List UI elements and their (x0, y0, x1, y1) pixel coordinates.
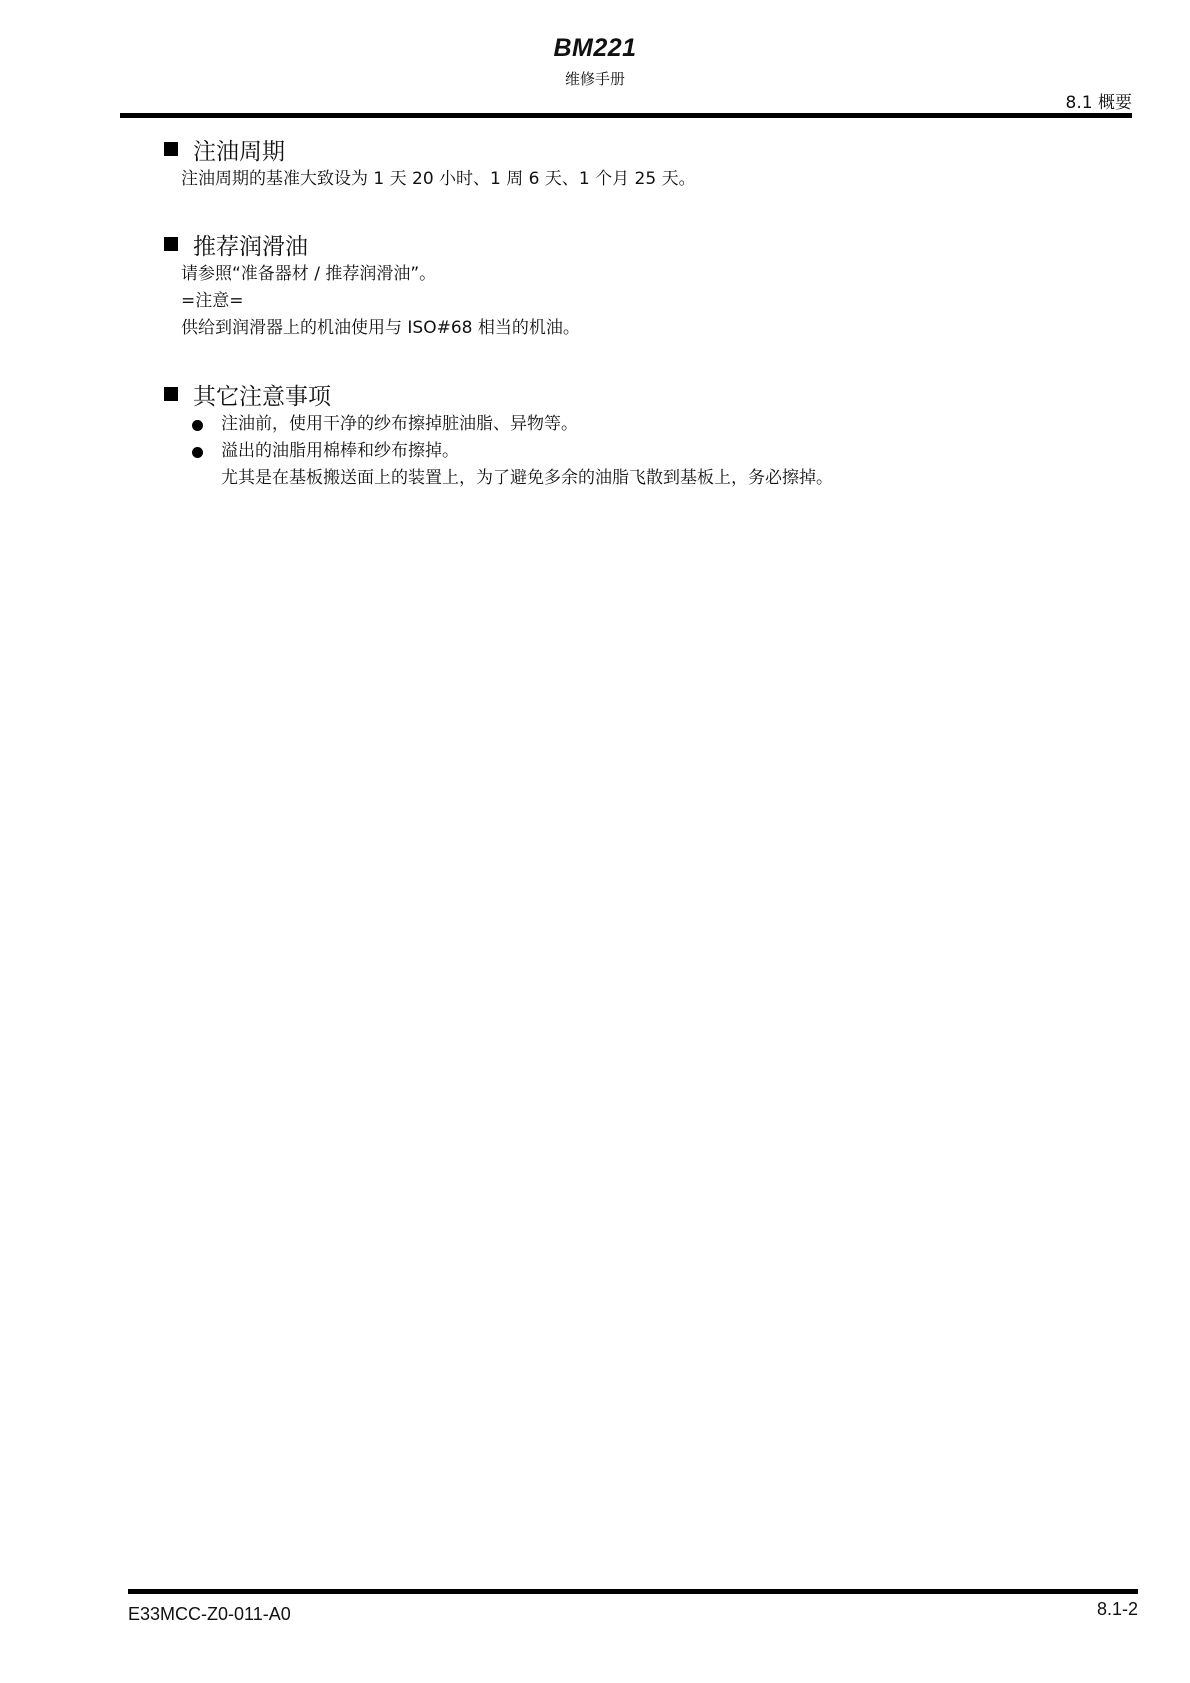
list-item (192, 438, 1064, 492)
section-heading (164, 228, 1064, 260)
document-model-title: BM221 (553, 34, 637, 62)
section-heading (164, 378, 1064, 410)
section-title: 推荐润滑油 (193, 233, 308, 260)
black-square-bullet-icon (164, 387, 178, 401)
paragraph: 注油周期的基准大致设为 1 天 20 小时、1 周 6 天、1 个月 25 天。 (181, 169, 696, 189)
paragraph: 请参照“准备器材 / 推荐润滑油”。 (181, 264, 437, 284)
list-item (192, 411, 1064, 438)
round-bullet-icon (192, 420, 203, 431)
caution-label: =注意= (181, 291, 244, 311)
page-number: 8.1-2 (1096, 1599, 1138, 1619)
section-heading (164, 133, 1064, 165)
black-square-bullet-icon (164, 142, 178, 156)
list-item-text (221, 438, 833, 492)
section-reference: 8.1 概要 (1065, 93, 1132, 113)
section-title: 其它注意事项 (193, 383, 331, 410)
section-recommended-lubricant (164, 228, 1064, 342)
list-item-line: 溢出的油脂用棉棒和纱布擦掉。 (221, 441, 459, 461)
footer-divider (128, 1589, 1138, 1594)
section-other-notes (164, 378, 1064, 492)
list-item-line: 注油前，使用干净的纱布擦掉脏油脂、异物等。 (221, 414, 578, 434)
header-divider (120, 113, 1132, 118)
section-lubrication-cycle (164, 133, 1064, 193)
document-type-subtitle: 维修手册 (564, 70, 625, 88)
section-title: 注油周期 (193, 138, 285, 165)
list-item-line: 尤其是在基板搬送面上的装置上，为了避免多余的油脂飞散到基板上，务必擦掉。 (221, 468, 833, 488)
page-header (0, 0, 1190, 120)
black-square-bullet-icon (164, 237, 178, 251)
paragraph: 供给到润滑器上的机油使用与 ISO#68 相当的机油。 (181, 318, 580, 338)
round-bullet-icon (192, 447, 203, 458)
list-item-text (221, 411, 578, 438)
document-code: E33MCC-Z0-011-A0 (128, 1604, 291, 1624)
